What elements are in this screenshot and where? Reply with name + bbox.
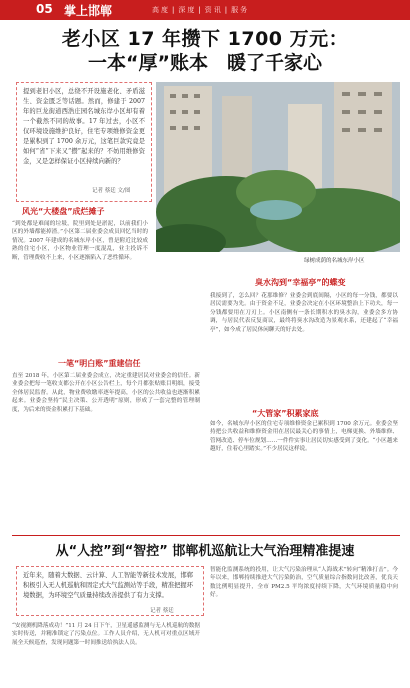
story-2-lead-text: 近年来，随着大数据、云计算、人工智能等新技术发展，邯郸积极引入无人机巡航和固定式大气监测站等手段，精准把握环境数据，为环境空气质量持续改善提供了有力支撑。	[23, 572, 194, 599]
section-tags: 高度 | 深度 | 资讯 | 服务	[152, 6, 250, 14]
tag-1: 高度	[152, 6, 170, 14]
community-photo-illustration	[156, 82, 400, 252]
tag-3: 资讯	[204, 6, 223, 14]
section-title: 掌上邯郸	[64, 4, 113, 18]
story-1-column-4: 如今，名城东岸小区的住宅专项维修资金已累积到 1700 余万元。业委会坚持把公共收益和维修资金用在居民最关心的事情上，电梯更换、外墙维修、管网改造、停车位规划……一件件实事让居民切实感受到了变化。“小区越来越好，住着心里踏实。”不少居民这样说。	[210, 421, 398, 453]
story-1-column-2: 我接到了，怎么回？花那维修？业委会到底间隔，小区的每一分钱，都要以居民需要为先。由于资金不足，业委会决定在小区环境整治上下功夫，每一分钱都要用在刀刃上。小区南侧有一条长期积水的臭水沟，业委会多方协调，与居民代表反复商议，最终将臭水沟改造为景观水系，还建起了“幸福亭”，如今成了居民休闲聊天的好去处。	[210, 293, 398, 333]
story-1-lead-text: 提到老旧小区，总绕不开设施老化、矛盾滋生、资金匮乏等话题。然而，修建于 2007 年的巨龙街道西浩庄园名城东岸小区却有着一个截然不同的故事。17 年过去，小区不仅环境设施维护良好，住宅专项维修资金更是累积到了 1700 余万元，这笔巨款究竟是如何“省”下来又“攒”起来的？不妨用维修资金，又是怎样保证小区持续向新的？	[23, 88, 145, 165]
story-1-lead	[16, 82, 152, 202]
tag-2: 深度	[178, 6, 197, 14]
page-number: 05	[36, 2, 53, 16]
subhead-2: 臭水沟到“幸福亭”的蝶变	[255, 278, 346, 287]
subhead-4: “大管家”积累家底	[252, 409, 319, 418]
story-1-headline-line-2: 一本“厚”账本 暖了千家心	[88, 52, 322, 74]
story-2-column-1: “安视测机降落成功！”11 月 24 日下午，卫星遥感监测与无人机巡航的数据实时传送，并精准锁定了污染点位。工作人员介绍，无人机可对重点区域开展全天候巡查，发现问题第一时间推送给执法人员。	[12, 623, 200, 646]
subhead-3: 一笔“明白账”重建信任	[58, 359, 141, 368]
community-photo	[156, 82, 400, 252]
tag-4: 服务	[231, 6, 250, 14]
photo-caption: 绿树成荫的名城东岸小区	[304, 258, 365, 264]
story-2-lead	[16, 566, 204, 616]
story-1-headline-line-1: 老小区 17 年攒下 1700 万元：	[61, 28, 349, 50]
story-2-column-2: 智能化监测系统的投用，让大气污染治理从“人海战术”转向“精准打击”。今年以来，邯郸持续推进大气污染防治，空气质量综合指数同比改善，优良天数比例明显提升，全市 PM2.5 平均浓度持续下降，大气环境质量稳中向好。	[210, 567, 398, 599]
subhead-1: 风光“大楼盘”成烂摊子	[22, 207, 105, 216]
story-2-headline: 从“人控”到“智控” 邯郸机巡航让大气治理精准提速	[55, 544, 355, 559]
story-divider	[12, 535, 400, 536]
story-1-column-1: “到处都是难闻的垃圾，院里到处是淤泥，以前我们小区的外墙都能掉渣。”小区第二届业委会成员回忆当时的情况。2007 年建成的名城东岸小区，曾是附近比较成熟的住宅小区，小区物业管理一度混乱，业主投诉不断，管理费收不上来，小区逐渐陷入了恶性循环。	[12, 221, 148, 261]
story-1-column-3: 直至 2018 年，小区第二届业委会成立，决定重建居民对业委会的信任。新业委会把每一笔收支都公开在小区公告栏上，每个月都张贴账目明细，接受全体居民监督。从此，物业费收缴率逐年提高，小区的公共收益也逐渐积累起来。业委会坚持“民主决策、公开透明”原则，形成了一套完整的管理制度，为后来的资金积累打下基础。	[12, 373, 200, 413]
story-1-byline: 记者 蔡廷 文/图	[92, 188, 131, 194]
masthead	[0, 0, 410, 20]
story-2-byline: 记者 蔡廷	[150, 608, 174, 614]
